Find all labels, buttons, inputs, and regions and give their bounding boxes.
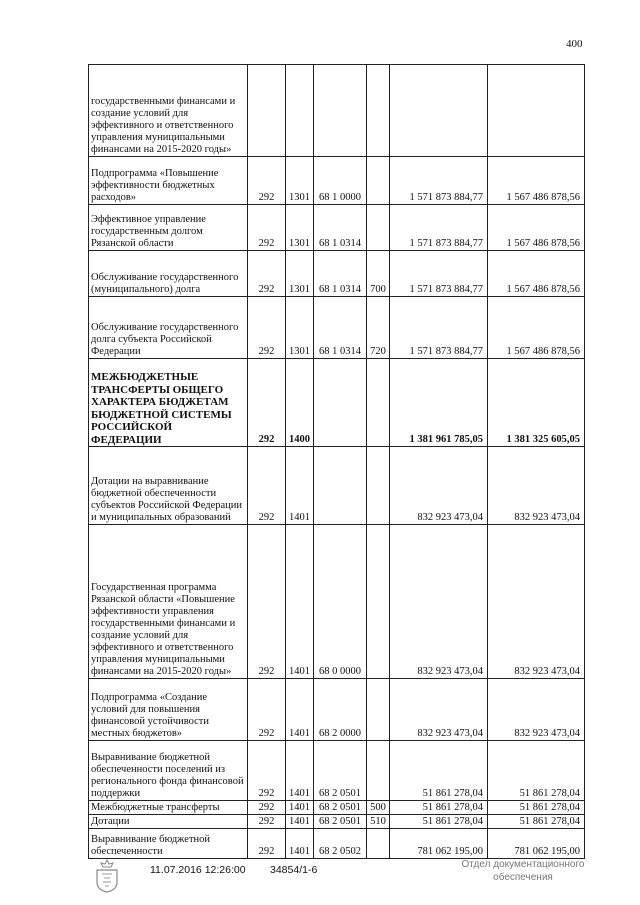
- cell-section: 1301: [286, 205, 314, 251]
- cell-name: Государственная программа Рязанской области «Повышение эффективности управления государственными финансами и создание условий для эффективного и ответственного управления муниципальными финансами на 2015-2020 годы»: [89, 525, 248, 679]
- cell-amount-2: 781 062 195,00: [488, 829, 585, 859]
- table-row: [89, 297, 585, 359]
- cell-section: 1401: [286, 679, 314, 741]
- cell-amount-2: 1 567 486 878,56: [488, 251, 585, 297]
- footer-doc-number: 34854/1-6: [270, 864, 318, 876]
- cell-section: 1401: [286, 741, 314, 801]
- cell-amount-2: [488, 65, 585, 157]
- cell-section: 1401: [286, 447, 314, 525]
- stamp-line-2: обеспечения: [493, 872, 553, 883]
- cell-amount-1: 51 861 278,04: [390, 801, 488, 815]
- cell-name: Эффективное управление государственным долгом Рязанской области: [89, 205, 248, 251]
- cell-ved: 292: [248, 829, 286, 859]
- cell-amount-1: [390, 65, 488, 157]
- cell-ved: 292: [248, 741, 286, 801]
- cell-name: МЕЖБЮДЖЕТНЫЕ ТРАНСФЕРТЫ ОБЩЕГО ХАРАКТЕРА БЮДЖЕТАМ БЮДЖЕТНОЙ СИСТЕМЫ РОССИЙСКОЙ ФЕДЕРАЦИИ: [89, 359, 248, 447]
- cell-section: 1401: [286, 829, 314, 859]
- cell-amount-2: 51 861 278,04: [488, 741, 585, 801]
- table-row: [89, 447, 585, 525]
- cell-target-article: 68 2 0000: [314, 679, 367, 741]
- cell-ved: 292: [248, 801, 286, 815]
- footer: [0, 858, 640, 898]
- cell-expense-type: [367, 741, 390, 801]
- cell-amount-2: 51 861 278,04: [488, 801, 585, 815]
- cell-name: Дотации на выравнивание бюджетной обеспеченности субъектов Российской Федерации и муниципальных образований: [89, 447, 248, 525]
- cell-ved: 292: [248, 679, 286, 741]
- cell-expense-type: 500: [367, 801, 390, 815]
- department-stamp: [448, 858, 598, 884]
- cell-expense-type: [367, 447, 390, 525]
- cell-amount-1: 832 923 473,04: [390, 447, 488, 525]
- cell-expense-type: [367, 65, 390, 157]
- cell-target-article: 68 2 0501: [314, 801, 367, 815]
- cell-amount-2: 1 567 486 878,56: [488, 297, 585, 359]
- cell-target-article: 68 1 0314: [314, 251, 367, 297]
- table-row: [89, 205, 585, 251]
- stamp-line-1: Отдел документационного: [461, 859, 585, 870]
- cell-name: Межбюджетные трансферты: [89, 801, 248, 815]
- budget-table: [88, 64, 585, 859]
- cell-section: 1301: [286, 297, 314, 359]
- cell-amount-2: 51 861 278,04: [488, 815, 585, 829]
- cell-expense-type: [367, 205, 390, 251]
- cell-target-article: 68 2 0501: [314, 815, 367, 829]
- cell-name: Выравнивание бюджетной обеспеченности поселений из регионального фонда финансовой поддержки: [89, 741, 248, 801]
- cell-amount-2: 832 923 473,04: [488, 525, 585, 679]
- cell-section: [286, 65, 314, 157]
- coat-of-arms-emblem: [92, 858, 122, 894]
- cell-target-article: [314, 65, 367, 157]
- cell-expense-type: 510: [367, 815, 390, 829]
- cell-ved: 292: [248, 525, 286, 679]
- cell-target-article: 68 1 0314: [314, 297, 367, 359]
- cell-amount-1: 832 923 473,04: [390, 679, 488, 741]
- cell-expense-type: [367, 359, 390, 447]
- cell-amount-1: 51 861 278,04: [390, 741, 488, 801]
- cell-target-article: [314, 359, 367, 447]
- table-row: [89, 359, 585, 447]
- cell-section: 1301: [286, 157, 314, 205]
- table-row: [89, 525, 585, 679]
- cell-ved: 292: [248, 205, 286, 251]
- cell-ved: 292: [248, 297, 286, 359]
- table-row: [89, 251, 585, 297]
- table-row: [89, 801, 585, 815]
- cell-name: Выравнивание бюджетной обеспеченности: [89, 829, 248, 859]
- cell-expense-type: [367, 157, 390, 205]
- cell-ved: 292: [248, 157, 286, 205]
- cell-target-article: 68 2 0501: [314, 741, 367, 801]
- cell-amount-2: 1 381 325 605,05: [488, 359, 585, 447]
- cell-amount-2: 1 567 486 878,56: [488, 157, 585, 205]
- cell-ved: 292: [248, 251, 286, 297]
- cell-name: государственными финансами и создание условий для эффективного и ответственного управления муниципальными финансами на 2015-2020 годы»: [89, 65, 248, 157]
- cell-amount-2: 1 567 486 878,56: [488, 205, 585, 251]
- cell-expense-type: 700: [367, 251, 390, 297]
- cell-ved: 292: [248, 447, 286, 525]
- cell-amount-1: 51 861 278,04: [390, 815, 488, 829]
- cell-name: Подпрограмма «Создание условий для повышения финансовой устойчивости местных бюджетов»: [89, 679, 248, 741]
- table-row: [89, 829, 585, 859]
- cell-target-article: 68 2 0502: [314, 829, 367, 859]
- cell-amount-2: 832 923 473,04: [488, 447, 585, 525]
- cell-target-article: 68 0 0000: [314, 525, 367, 679]
- cell-expense-type: [367, 525, 390, 679]
- table-row: [89, 815, 585, 829]
- table-row: [89, 157, 585, 205]
- cell-name: Подпрограмма «Повышение эффективности бюджетных расходов»: [89, 157, 248, 205]
- cell-ved: 292: [248, 359, 286, 447]
- cell-name: Обслуживание государственного долга субъекта Российской Федерации: [89, 297, 248, 359]
- cell-section: 1401: [286, 801, 314, 815]
- footer-date: 11.07.2016 12:26:00: [150, 864, 246, 876]
- cell-amount-1: 781 062 195,00: [390, 829, 488, 859]
- cell-section: 1400: [286, 359, 314, 447]
- cell-target-article: 68 1 0314: [314, 205, 367, 251]
- cell-target-article: [314, 447, 367, 525]
- cell-amount-1: 1 571 873 884,77: [390, 157, 488, 205]
- table-row: [89, 679, 585, 741]
- cell-expense-type: 720: [367, 297, 390, 359]
- page-number: 400: [566, 38, 583, 50]
- cell-expense-type: [367, 679, 390, 741]
- cell-section: 1401: [286, 815, 314, 829]
- table-row: [89, 741, 585, 801]
- cell-section: 1401: [286, 525, 314, 679]
- cell-amount-2: 832 923 473,04: [488, 679, 585, 741]
- cell-name: Обслуживание государственного (муниципального) долга: [89, 251, 248, 297]
- cell-expense-type: [367, 829, 390, 859]
- cell-amount-1: 1 571 873 884,77: [390, 251, 488, 297]
- cell-amount-1: 1 571 873 884,77: [390, 205, 488, 251]
- cell-ved: 292: [248, 815, 286, 829]
- cell-ved: [248, 65, 286, 157]
- cell-target-article: 68 1 0000: [314, 157, 367, 205]
- table-row: [89, 65, 585, 157]
- cell-section: 1301: [286, 251, 314, 297]
- cell-name: Дотации: [89, 815, 248, 829]
- cell-amount-1: 1 381 961 785,05: [390, 359, 488, 447]
- cell-amount-1: 832 923 473,04: [390, 525, 488, 679]
- cell-amount-1: 1 571 873 884,77: [390, 297, 488, 359]
